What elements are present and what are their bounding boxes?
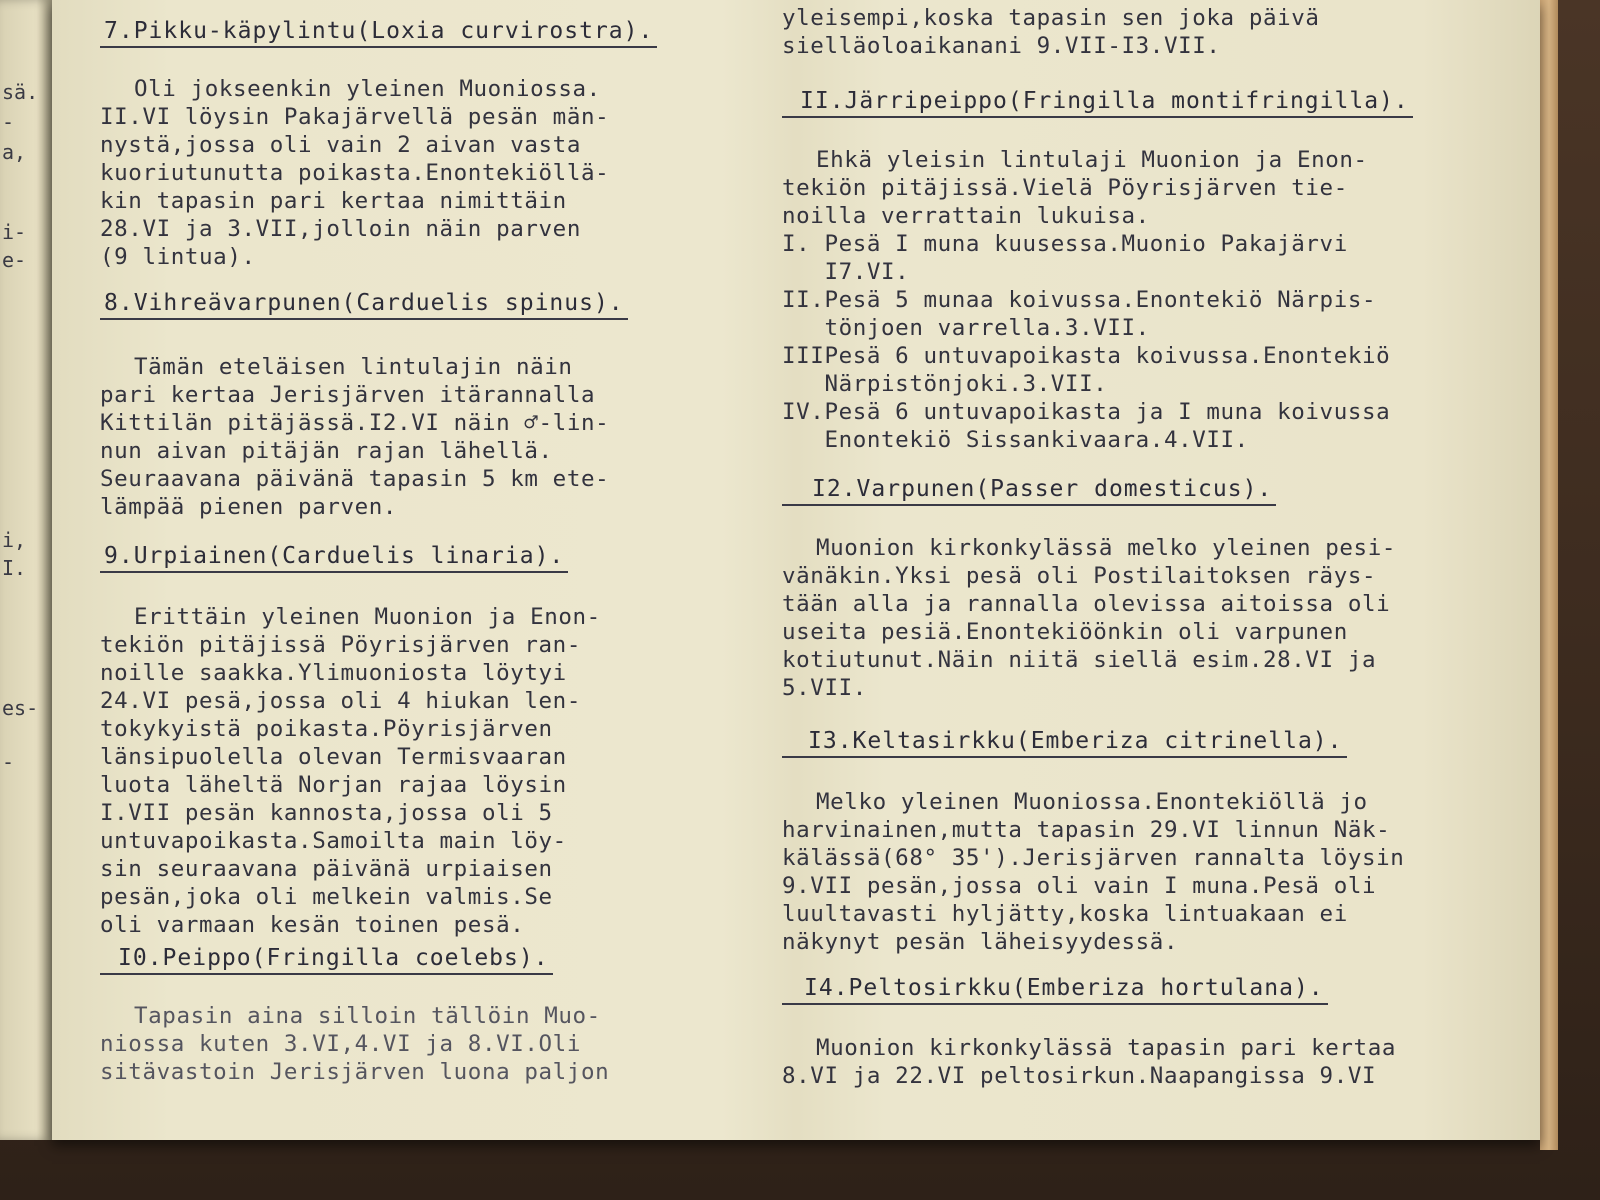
text-line: pesän,joka oli melkein valmis.Se [100, 884, 553, 910]
text-line: 24.VI pesä,jossa oli 4 hiukan len- [100, 688, 581, 714]
text-line: tokykyistä poikasta.Pöyrisjärven [100, 716, 553, 742]
text-line: sitävastoin Jerisjärven luona paljon [100, 1059, 610, 1085]
text-line: yleisempi,koska tapasin sen joka päivä [782, 5, 1320, 31]
margin-fragment: es- [2, 696, 39, 720]
text-line: noille saakka.Ylimuoniosta löytyi [100, 660, 567, 686]
section-body [782, 146, 1522, 454]
text-line: 28.VI ja 3.VII,jolloin näin parven [100, 216, 581, 242]
text-line: vänäkin.Yksi pesä oli Postilaitoksen räys- [782, 563, 1377, 589]
text-line: länsipuolella olevan Termisvaaran [100, 744, 567, 770]
text-line: luultavasti hyljätty,koska lintuakaan ei [782, 901, 1348, 927]
margin-fragment: sä. [2, 80, 39, 104]
margin-fragment: i, [2, 528, 27, 552]
previous-page-edge [0, 0, 52, 1140]
text-line: noilla verrattain lukuisa. [782, 203, 1150, 229]
text-line: niossa kuten 3.VI,4.VI ja 8.VI.Oli [100, 1031, 581, 1057]
text-line: oli varmaan kesän toinen pesä. [100, 912, 525, 938]
margin-fragment: i- [2, 220, 27, 244]
section-body [100, 353, 730, 521]
section-body [100, 1002, 730, 1086]
text-line: tönjoen varrella.3.VII. [782, 315, 1150, 341]
section-body [100, 75, 730, 271]
text-line: kin tapasin pari kertaa nimittäin [100, 188, 567, 214]
text-line: Muonion kirkonkylässä tapasin pari kertaa [816, 1035, 1396, 1061]
text-line: I. Pesä I muna kuusessa.Muonio Pakajärvi [782, 231, 1348, 257]
text-line: Närpistönjoki.3.VII. [782, 371, 1108, 397]
document-page [52, 0, 1540, 1140]
section-heading: 9.Urpiainen(Carduelis linaria). [100, 543, 568, 573]
text-line: IIIPesä 6 untuvapoikasta koivussa.Enontekiö [782, 343, 1391, 369]
text-line: näkynyt pesän läheisyydessä. [782, 929, 1179, 955]
section-heading: I3.Keltasirkku(Emberiza citrinella). [782, 728, 1347, 758]
text-line: II.VI löysin Pakajärvellä pesän män- [100, 104, 610, 130]
text-line: I.VII pesän kannosta,jossa oli 5 [100, 800, 553, 826]
text-line: lämpää pienen parven. [100, 494, 398, 520]
margin-fragment: I. [2, 556, 27, 580]
text-line: Kittilän pitäjässä.I2.VI näin ♂-lin- [100, 410, 610, 436]
text-line: Seuraavana päivänä tapasin 5 km ete- [100, 466, 610, 492]
section-heading: I0.Peippo(Fringilla coelebs). [100, 945, 553, 975]
text-line: Melko yleinen Muoniossa.Enontekiöllä jo [816, 789, 1368, 815]
text-line: tään alla ja rannalla olevissa aitoissa oli [782, 591, 1391, 617]
text-line: Muonion kirkonkylässä melko yleinen pesi- [816, 535, 1396, 561]
text-line: harvinainen,mutta tapasin 29.VI linnun Näk- [782, 817, 1391, 843]
text-line: sin seuraavana päivänä urpiaisen [100, 856, 553, 882]
text-line: kuoriutunutta poikasta.Enontekiöllä- [100, 160, 610, 186]
text-line: Ehkä yleisin lintulaji Muonion ja Enon- [816, 147, 1368, 173]
section-heading: 8.Vihreävarpunen(Carduelis spinus). [100, 290, 628, 320]
text-line: Oli jokseenkin yleinen Muoniossa. [134, 76, 601, 102]
text-line: useita pesiä.Enontekiöönkin oli varpunen [782, 619, 1348, 645]
section-heading: 7.Pikku-käpylintu(Loxia curvirostra). [100, 18, 657, 48]
text-line: II.Pesä 5 munaa koivussa.Enontekiö Närpis- [782, 287, 1377, 313]
section-body [782, 534, 1522, 702]
section-body [100, 603, 730, 939]
margin-fragment: e- [2, 248, 27, 272]
section-body [782, 788, 1522, 956]
text-line: Enontekiö Sissankivaara.4.VII. [782, 427, 1249, 453]
text-line: (9 lintua). [100, 244, 256, 270]
text-line: Tämän eteläisen lintulajin näin [134, 354, 573, 380]
text-line: untuvapoikasta.Samoilta main löy- [100, 828, 567, 854]
text-line: nun aivan pitäjän rajan lähellä. [100, 438, 553, 464]
text-line: luota läheltä Norjan rajaa löysin [100, 772, 567, 798]
continued-text [782, 4, 1522, 60]
text-line: IV.Pesä 6 untuvapoikasta ja I muna koivussa [782, 399, 1391, 425]
text-line: I7.VI. [782, 259, 910, 285]
margin-fragment: - [2, 110, 15, 134]
text-line: 9.VII pesän,jossa oli vain I muna.Pesä oli [782, 873, 1377, 899]
text-line: pari kertaa Jerisjärven itärannalla [100, 382, 596, 408]
text-line: nystä,jossa oli vain 2 aivan vasta [100, 132, 581, 158]
text-line: Erittäin yleinen Muonion ja Enon- [134, 604, 601, 630]
text-line: tekiön pitäjissä Pöyrisjärven ran- [100, 632, 581, 658]
text-line: Tapasin aina silloin tällöin Muo- [134, 1003, 601, 1029]
text-line: tekiön pitäjissä.Vielä Pöyrisjärven tie- [782, 175, 1348, 201]
text-line: kälässä(68° 35').Jerisjärven rannalta löysin [782, 845, 1405, 871]
section-heading: I2.Varpunen(Passer domesticus). [782, 476, 1276, 506]
text-line: 5.VII. [782, 675, 867, 701]
margin-fragment: - [2, 750, 15, 774]
section-body [782, 1034, 1522, 1090]
text-line: 8.VI ja 22.VI peltosirkun.Naapangissa 9.VI [782, 1063, 1377, 1089]
text-line: kotiutunut.Näin niitä siellä esim.28.VI ja [782, 647, 1377, 673]
section-heading: II.Järripeippo(Fringilla montifringilla). [782, 88, 1413, 118]
text-line: sielläoloaikanani 9.VII-I3.VII. [782, 33, 1221, 59]
page-edge-right [1540, 0, 1558, 1150]
margin-fragment: a, [2, 140, 27, 164]
section-heading: I4.Peltosirkku(Emberiza hortulana). [782, 975, 1328, 1005]
